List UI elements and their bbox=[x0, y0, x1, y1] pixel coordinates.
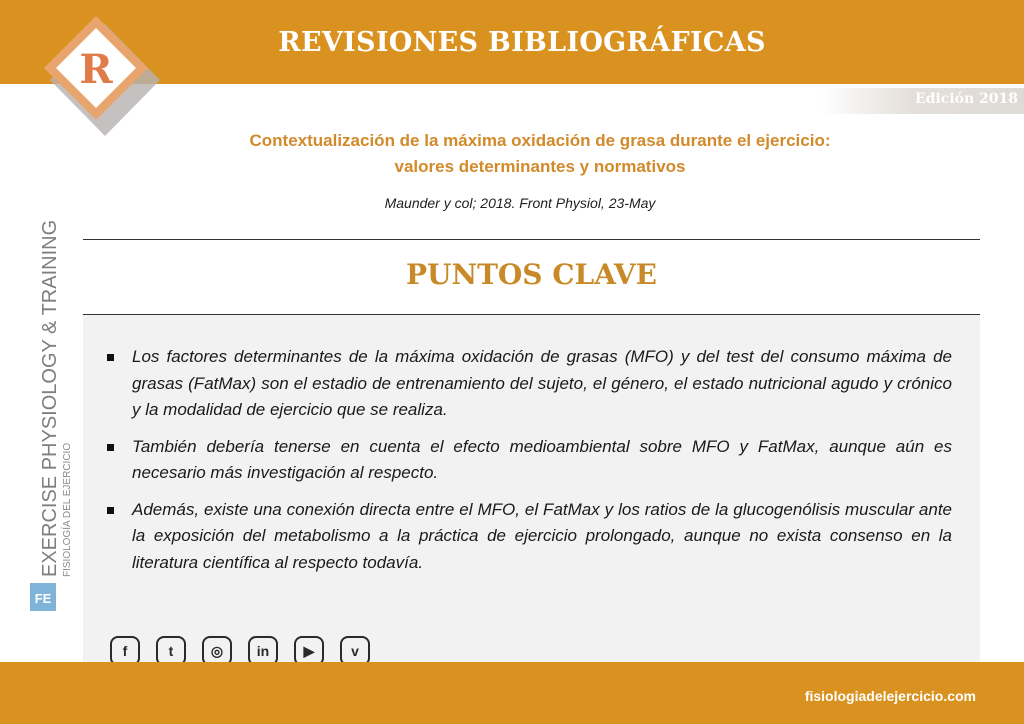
divider-top bbox=[83, 239, 980, 240]
bullet-square-icon bbox=[107, 354, 114, 361]
key-point-text: Además, existe una conexión directa entre el MFO, el FatMax y los ratios de la glucogenólisis muscular ante la exposición del metabolismo a la práctica de ejercicio prolongado, aunque no exista consenso en la literatura científica al respecto todavía. bbox=[132, 499, 952, 572]
logo-letter: R bbox=[79, 46, 113, 93]
key-point-text: También debería tenerse en cuenta el efecto medioambiental sobre MFO y FatMax, aunque aún es necesario más investigación al respecto. bbox=[132, 436, 952, 482]
key-point-text: Los factores determinantes de la máxima oxidación de grasas (MFO) y del test del consumo máxima de grasas (FatMax) son el estadio de entrenamiento del sujeto, el género, el estado nutricional agudo y crónico y la modalidad de ejercicio que se realiza. bbox=[132, 347, 952, 419]
twitter-icon[interactable]: t bbox=[156, 636, 186, 666]
brand-subtitle: FISIOLOGÍA DEL EJERCICIO bbox=[62, 442, 73, 577]
bullet-square-icon bbox=[107, 444, 114, 451]
citation: Maunder y col; 2018. Front Physiol, 23-May bbox=[384, 195, 656, 211]
footer-band bbox=[0, 662, 1024, 724]
review-logo bbox=[20, 16, 170, 156]
instagram-icon[interactable]: ◎ bbox=[202, 636, 232, 666]
article-title-line-2: valores determinantes y normativos bbox=[394, 157, 686, 176]
key-point-item bbox=[102, 434, 952, 487]
key-points-heading: PUNTOS CLAVE bbox=[406, 258, 657, 291]
brand-name: EXERCISE PHYSIOLOGY & TRAINING bbox=[39, 219, 61, 577]
vimeo-icon[interactable]: v bbox=[340, 636, 370, 666]
article-title-line-1: Contextualización de la máxima oxidación de grasa durante el ejercicio: bbox=[249, 131, 831, 150]
site-url-link[interactable]: fisiologiadelejercicio.com bbox=[804, 688, 976, 704]
key-points-list bbox=[102, 344, 952, 586]
page-title: REVISIONES BIBLIOGRÁFICAS bbox=[278, 26, 766, 58]
sidebar-brand bbox=[16, 205, 76, 615]
bullet-square-icon bbox=[107, 507, 114, 514]
brand-logo-letters: FE bbox=[34, 591, 52, 606]
edition-badge bbox=[820, 88, 1024, 114]
article-title bbox=[150, 128, 930, 180]
linkedin-icon[interactable]: in bbox=[248, 636, 278, 666]
youtube-icon[interactable]: ▶ bbox=[294, 636, 324, 666]
edition-label: Edición 2018 bbox=[915, 91, 1018, 107]
facebook-icon[interactable]: f bbox=[110, 636, 140, 666]
key-point-item bbox=[102, 497, 952, 577]
key-point-item bbox=[102, 344, 952, 424]
